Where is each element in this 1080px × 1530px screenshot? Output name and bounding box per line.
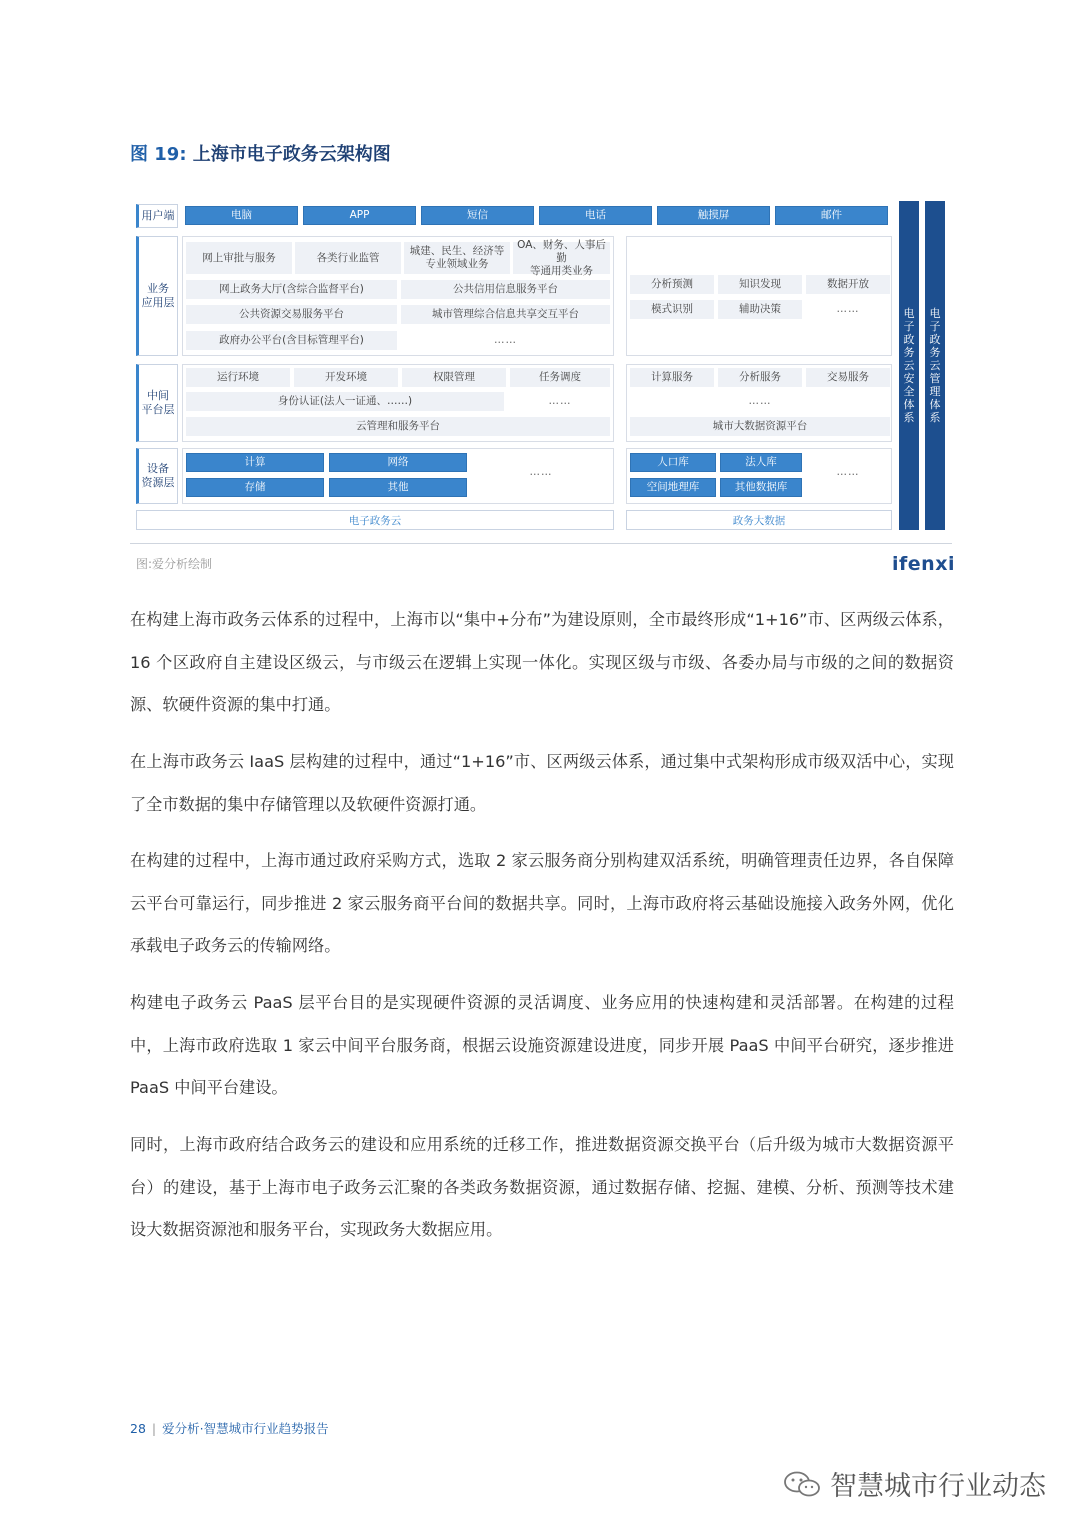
middle-ellipsis: …… — [510, 392, 610, 411]
business-item: 政府办公平台(含目标管理平台) — [186, 331, 397, 350]
layer-label-business: 业务 应用层 — [136, 236, 178, 356]
figure-source: 图:爱分析绘制 — [136, 557, 213, 571]
wechat-icon — [782, 1469, 822, 1499]
middle-item: 运行环境 — [186, 368, 290, 387]
analysis-item: 知识发现 — [718, 275, 802, 294]
paragraph-3: 在构建的过程中，上海市通过政府采购方式，选取 2 家云服务商分别构建双活系统，明确管理责任边界，各自保障云平台可靠运行，同步推进 2 家云服务商平台间的数据共享。同时，上海市政府将云基础设施接入政务外网，优化承载电子政务云的传输网络。 — [130, 851, 954, 955]
middle-item: 身份认证(法人一证通、……) — [186, 392, 504, 411]
user-item: 电脑 — [185, 206, 298, 225]
database-item: 人口库 — [630, 453, 716, 472]
analysis-item: 数据开放 — [806, 275, 890, 294]
page-footer — [130, 1419, 329, 1437]
architecture-diagram — [130, 198, 950, 536]
device-item: 网络 — [329, 453, 467, 472]
big-data-platform: 城市大数据资源平台 — [630, 417, 890, 436]
ifenxi-logo: ifenxi — [892, 553, 955, 575]
business-item: 城市管理综合信息共享交互平台 — [401, 305, 610, 324]
middle-item: 任务调度 — [510, 368, 610, 387]
figure-title-text: 上海市电子政务云架构图 — [192, 144, 391, 165]
business-item: 网上审批与服务 — [186, 242, 292, 274]
wechat-watermark — [782, 1464, 1046, 1503]
page-number: 28 — [130, 1421, 146, 1436]
user-item: APP — [303, 206, 416, 225]
database-item: 法人库 — [720, 453, 802, 472]
paragraph-1: 在构建上海市政务云体系的过程中，上海市以“集中+分布”为建设原则，全市最终形成“1+16”市、区两级云体系，16 个区政府自主建设区级云，与市级云在逻辑上实现一体化。实现区级与市级、各委办局与市级的之间的数据资源、软硬件资源的集中打通。 — [130, 610, 954, 714]
paragraph-4: 构建电子政务云 PaaS 层平台目的是实现硬件资源的灵活调度、业务应用的快速构建和灵活部署。在构建的过程中，上海市政府选取 1 家云中间平台服务商，根据云设施资源建设进度，同步开展 PaaS 中间平台研究，逐步推进 PaaS 中间平台建设。 — [130, 993, 954, 1097]
business-item: 公共资源交易服务平台 — [186, 305, 397, 324]
security-system-bar — [899, 201, 919, 530]
business-item: 公共信用信息服务平台 — [401, 280, 610, 299]
device-item: 计算 — [186, 453, 324, 472]
business-item: 网上政务大厅(含综合监督平台) — [186, 280, 397, 299]
analysis-item: 辅助决策 — [718, 300, 802, 319]
database-item: 空间地理库 — [630, 478, 716, 497]
layer-label-user: 用户端 — [136, 204, 178, 228]
bottom-label-gov-big-data: 政务大数据 — [626, 510, 892, 530]
middle-item: 权限管理 — [402, 368, 506, 387]
service-item: 分析服务 — [718, 368, 802, 387]
middle-item: 开发环境 — [294, 368, 398, 387]
user-item: 短信 — [421, 206, 534, 225]
user-item: 触摸屏 — [657, 206, 770, 225]
business-panel-right — [626, 236, 892, 356]
analysis-item: 模式识别 — [630, 300, 714, 319]
figure-title — [130, 140, 391, 166]
watermark-text: 智慧城市行业动态 — [830, 1471, 1046, 1502]
figure-divider — [130, 543, 952, 544]
cloud-platform: 云管理和服务平台 — [186, 417, 610, 436]
device-item: 存储 — [186, 478, 324, 497]
paragraph-2: 在上海市政务云 IaaS 层构建的过程中，通过“1+16”市、区两级云体系，通过集中式架构形成市级双活中心，实现了全市数据的集中存储管理以及软硬件资源打通。 — [130, 752, 954, 814]
bottom-label-egov-cloud: 电子政务云 — [136, 510, 614, 530]
business-item: OA、财务、人事后勤 等通用类业务 — [513, 242, 610, 274]
footer-separator: | — [151, 1421, 157, 1436]
service-item: 交易服务 — [806, 368, 890, 387]
user-item: 电话 — [539, 206, 652, 225]
analysis-item: 分析预测 — [630, 275, 714, 294]
layer-label-device: 设备 资源层 — [136, 448, 178, 504]
device-item: 其他 — [329, 478, 467, 497]
paragraph-5: 同时，上海市政府结合政务云的建设和应用系统的迁移工作，推进数据资源交换平台（后升级为城市大数据资源平台）的建设，基于上海市电子政务云汇聚的各类政务数据资源，通过数据存储、挖掘、建模、分析、预测等技术建设大数据资源池和服务平台，实现政务大数据应用。 — [130, 1135, 954, 1239]
management-system-label: 电子政务云管理体系 — [929, 307, 941, 424]
analysis-ellipsis: …… — [806, 300, 890, 319]
service-item: 计算服务 — [630, 368, 714, 387]
figure-number: 图 19: — [130, 144, 187, 165]
business-ellipsis: …… — [401, 331, 610, 350]
database-item: 其他数据库 — [720, 478, 802, 497]
service-ellipsis: …… — [630, 392, 890, 411]
business-item: 城建、民生、经济等 专业领域业务 — [404, 242, 510, 274]
device-ellipsis: …… — [472, 460, 610, 485]
management-system-bar — [925, 201, 945, 530]
database-ellipsis: …… — [806, 460, 890, 485]
security-system-label: 电子政务云安全体系 — [903, 307, 915, 424]
user-item: 邮件 — [775, 206, 888, 225]
report-title: 爱分析·智慧城市行业趋势报告 — [162, 1421, 329, 1436]
business-item: 各类行业监管 — [295, 242, 401, 274]
layer-label-middle: 中间 平台层 — [136, 364, 178, 442]
